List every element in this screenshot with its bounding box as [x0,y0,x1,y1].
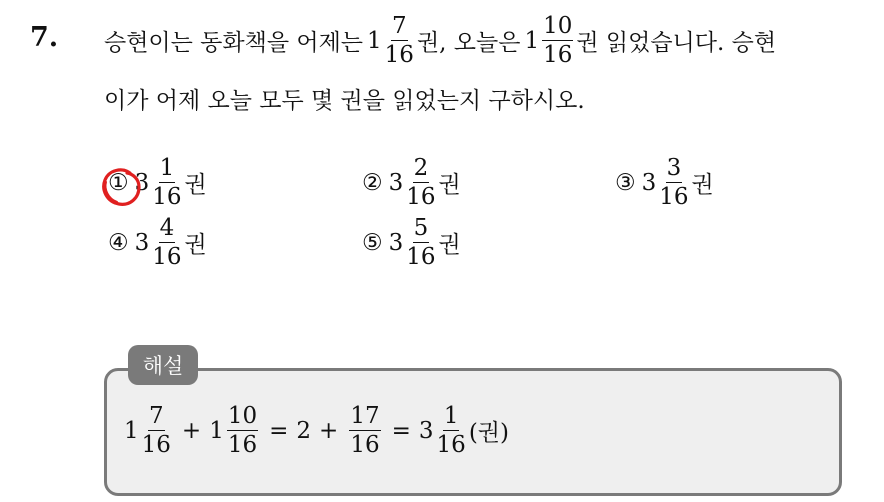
answer-circle-icon [100,164,144,208]
equals-operator: = [391,417,411,444]
fraction-numerator: 3 [666,156,683,183]
mixed-number-whole: 1 [124,417,139,444]
choice-marker: ⑤ [362,229,383,256]
fraction-denominator: 16 [406,184,436,211]
plus-operator: + [181,417,202,444]
mixed-number-whole: 3 [641,169,657,196]
fraction-numerator: 1 [159,156,176,183]
fraction-numerator: 7 [391,14,408,41]
mixed-number-whole: 1 [209,417,224,444]
choice-marker: ③ [615,169,636,196]
choice-unit: 권 [438,172,461,199]
fraction [152,156,181,209]
fraction-denominator: 16 [350,432,380,459]
fraction [227,404,258,457]
mixed-number-whole: 3 [134,169,150,196]
fraction-numerator: 10 [542,14,573,41]
fraction-numerator: 2 [413,156,430,183]
mixed-number-whole: 3 [388,169,404,196]
solution-equation [124,404,509,457]
fraction [406,156,435,209]
fraction-numerator: 10 [227,404,258,431]
choice-unit: 권 [691,172,714,199]
question-text-line-2: 이가 어제 오늘 모두 몇 권을 읽었는지 구하시오. [104,88,585,114]
choice-unit: 권 [438,232,461,259]
choice-marker: ④ [108,229,129,256]
mixed-number-whole: 3 [134,229,150,256]
fraction [437,404,466,457]
fraction [349,404,380,457]
mixed-number-whole: 3 [418,417,434,444]
integer-term: 2 [296,417,312,444]
question-text-line-1 [104,14,776,67]
question-text-part: 승현이는 동화책을 어제는 [104,30,364,57]
solution-label: 해설 [128,345,198,385]
fraction [152,216,181,269]
fraction [142,404,171,457]
question-number: 7. [30,22,59,53]
fraction-denominator: 16 [384,42,414,69]
mixed-number-whole: 3 [388,229,404,256]
choice-unit: 권 [184,172,207,199]
fraction [542,14,573,67]
fraction-numerator: 4 [159,216,176,243]
fraction-denominator: 16 [436,432,466,459]
question-text-part: 권 읽었습니다. 승현 [576,30,777,57]
fraction [406,216,435,269]
fraction-numerator: 17 [349,404,380,431]
choice-3[interactable] [615,156,714,209]
fraction-denominator: 16 [141,432,171,459]
fraction [659,156,688,209]
mixed-number-whole: 1 [367,27,382,54]
fraction-denominator: 16 [152,244,182,271]
fraction-denominator: 16 [227,432,258,459]
fraction [385,14,414,67]
fraction-denominator: 16 [406,244,436,271]
fraction-numerator: 5 [413,216,430,243]
choice-marker: ① [108,169,129,196]
question-text-part: 권, 오늘은 [416,30,521,57]
fraction-numerator: 7 [148,404,165,431]
equals-operator: = [269,417,289,444]
choice-unit: 권 [184,232,207,259]
fraction-denominator: 16 [659,184,689,211]
plus-operator: + [319,417,339,444]
choice-4[interactable] [108,216,207,269]
fraction-denominator: 16 [152,184,182,211]
solution-unit: (권) [468,420,509,447]
fraction-numerator: 1 [443,404,460,431]
choice-5[interactable] [362,216,461,269]
choice-2[interactable] [362,156,461,209]
choice-marker: ② [362,169,383,196]
mixed-number-whole: 1 [524,27,540,54]
fraction-denominator: 16 [543,42,573,69]
